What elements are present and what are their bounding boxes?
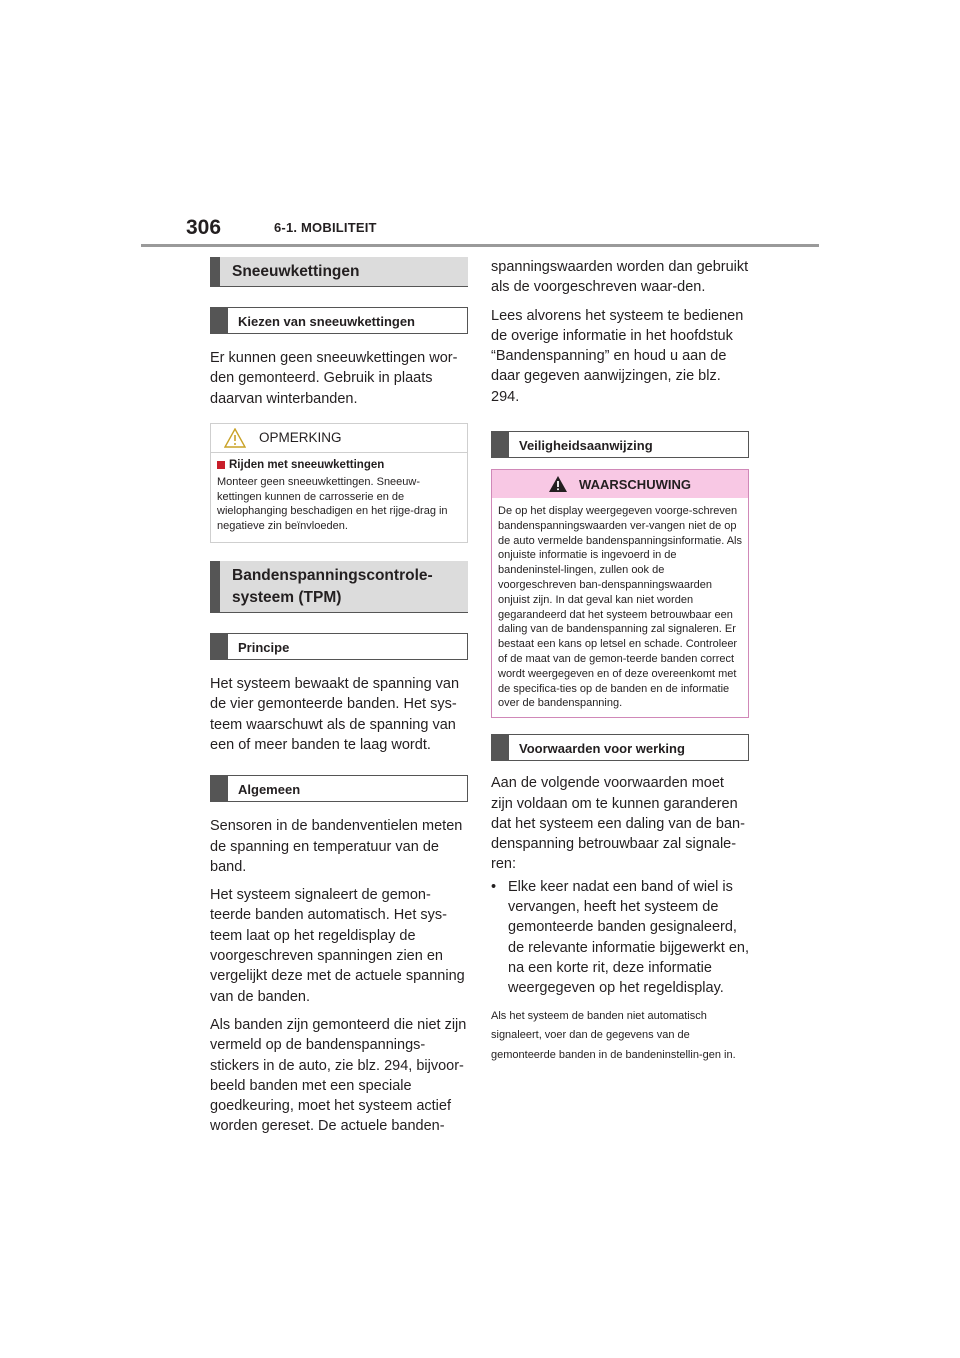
- text-note-small: Als het systeem de banden niet automatisch signaleert, voer dan de gegevens van de gemonteerde banden in de bandeninstellin-gen in.: [491, 1009, 736, 1061]
- header-rule: [141, 244, 819, 247]
- square-bullet-icon: [217, 461, 225, 469]
- text-general-1: Sensoren in de bandenventielen meten de spanning en temperatuur van de band.: [210, 818, 463, 875]
- caution-icon: [211, 428, 259, 448]
- paragraph-choose-chains: [210, 348, 468, 409]
- paragraph-conditions: [491, 773, 749, 1065]
- bullet-item: [491, 877, 749, 999]
- text-read-first: Lees alvorens het systeem te bedienen de overige informatie in het hoofdstuk “Bandenspanning” en houd u aan de daar gegeven aanwijzingen, zie blz. 294.: [491, 307, 744, 405]
- text-general-3: Als banden zijn gemonteerd die niet zijn vermeld op de bandenspannings-stickers in de auto, zie blz. 294, bijvoor-beeld banden met een speciale goedkeuring, moet het systeem actief worden gereset. De actuele banden-: [210, 1016, 467, 1135]
- note-subtitle: Rijden met sneeuwkettingen: [229, 458, 385, 471]
- subheading-choose-chains: Kiezen van sneeuwkettingen: [210, 307, 468, 334]
- note-text: Monteer geen sneeuwkettingen. Sneeuw-kettingen kunnen de carrosserie en de wielophanging beschadigen en het rijge-drag in negatieve zin beïnvloeden.: [217, 475, 448, 533]
- warning-text: De op het display weergegeven voorge-schreven bandenspanningswaarden ver-vangen niet de op de auto vermelde bandenspanningsinformatie. Als onjuiste informatie is ingevoerd in de bandeninstel-lingen, zullen ook de voorgeschreven ban-denspanningswaarden onjuist zijn. In dat geval kan niet worden gegarandeerd dat het systeem betrouwbaar een daling van de bandenspanning zal signaleren. Er bestaat een kans op letsel en schade. Controleer of de maat van de gemon-teerde banden correct wordt weergegeven en of deze overeenkomt met de specifica-ties op de banden en de informatie over de bandenspanning.: [492, 498, 748, 717]
- warning-box: [491, 469, 749, 718]
- paragraph-continued: [491, 257, 749, 407]
- warning-icon: [549, 476, 567, 492]
- note-body: [211, 453, 467, 542]
- page-number: 306: [186, 216, 222, 239]
- warning-title: WAARSCHUWING: [579, 476, 691, 492]
- bullet-dot-icon: •: [491, 878, 497, 895]
- paragraph-general: [210, 816, 468, 1136]
- text-choose-chains: Er kunnen geen sneeuwkettingen wor-den gemonteerd. Gebruik in plaats daarvan winterbanden.: [210, 350, 458, 407]
- subheading-general: Algemeen: [210, 775, 468, 802]
- text-general-2: Het systeem signaleert de gemon-teerde banden automatisch. Het sys-teem laat op het regeldisplay de voorgeschreven spanningen zien en vergelijkt deze met de actuele spanning van de banden.: [210, 887, 465, 1005]
- right-column: [491, 257, 749, 1065]
- note-title: OPMERKING: [259, 430, 342, 446]
- bullet-text: Elke keer nadat een band of wiel is vervangen, heeft het systeem de gemonteerde banden gesignaleerd, de relevante informatie bijgewerkt en, na een korte rit, deze informatie weergegeven op het regeldisplay.: [508, 878, 749, 997]
- note-subtitle-row: [217, 459, 461, 471]
- text-continued: spanningswaarden worden dan gebruikt als de voorgeschreven waar-den.: [491, 259, 749, 296]
- note-header: [211, 424, 467, 453]
- section-title: 6-1. MOBILITEIT: [274, 220, 377, 235]
- text-conditions: Aan de volgende voorwaarden moet zijn voldaan om te kunnen garanderen dat het systeem een daling van de ban-denspanning betrouwbaar zal signale-ren:: [491, 775, 745, 873]
- heading-snow-chains: Sneeuwkettingen: [210, 257, 468, 287]
- left-column: [210, 257, 468, 1137]
- warning-header: [492, 470, 748, 498]
- text-principle: Het systeem bewaakt de spanning van de vier gemonteerde banden. Het sys-teem waarschuwt als de spanning van een of meer banden te laag wordt.: [210, 676, 460, 753]
- subheading-conditions: Voorwaarden voor werking: [491, 734, 749, 761]
- note-box: [210, 423, 468, 543]
- subheading-principle: Principe: [210, 633, 468, 660]
- subheading-safety: Veiligheidsaanwijzing: [491, 431, 749, 458]
- heading-tpm: Bandenspanningscontrole-systeem (TPM): [210, 561, 468, 613]
- paragraph-principle: [210, 674, 468, 755]
